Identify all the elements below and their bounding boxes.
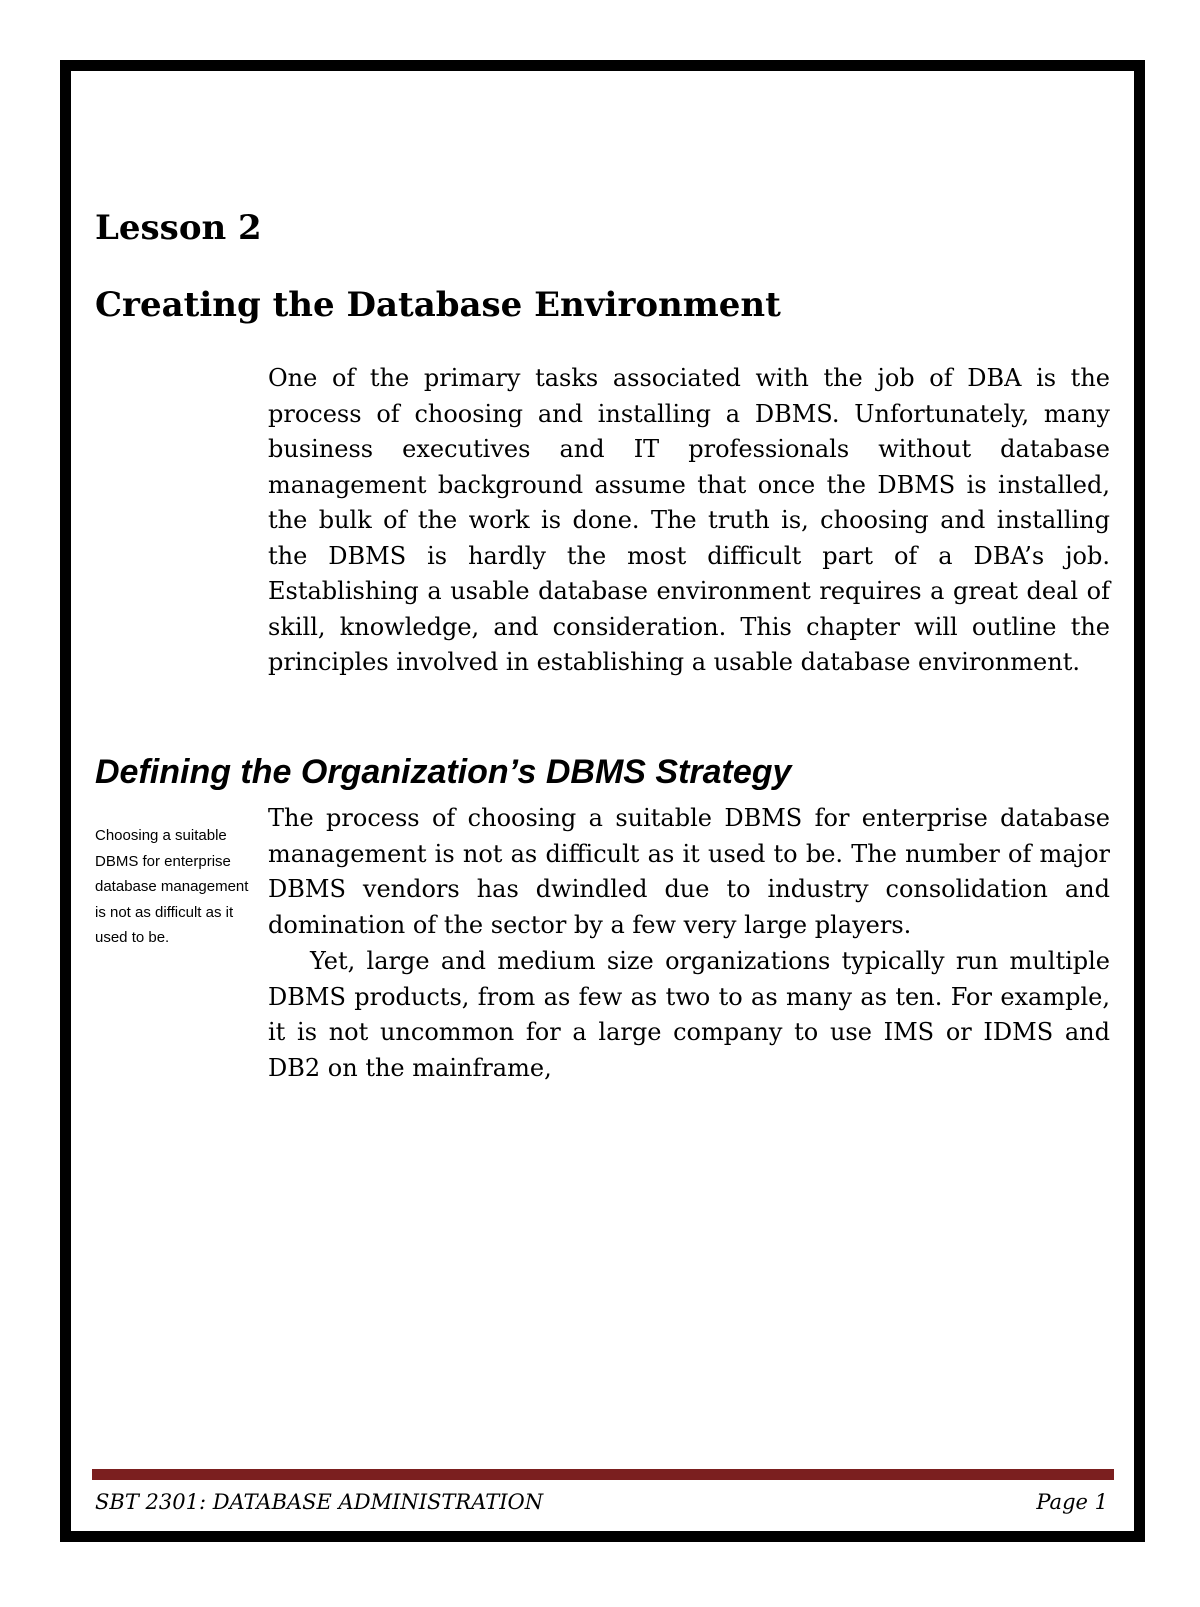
intro-paragraph: One of the primary tasks associated with the job of DBA is the process of choosing and installing a DBMS. Unfortunately, many business executives and IT professionals without database management background assume that once the DBMS is installed, the bulk of the work is done. The truth is, choosing and installing the DBMS is hardly the most difficult part of a DBA’s job. Establishing a usable database environment requires a great deal of skill, knowledge, and consideration. This chapter will outline the principles involved in establishing a usable database environment. bbox=[268, 364, 1110, 676]
section-paragraph: The process of choosing a suitable DBMS for enterprise database management is not as difficult as it used to be. The number of major DBMS vendors has dwindled due to industry consolidation and domination of the sector by a few very large players. bbox=[268, 804, 1110, 939]
section-body bbox=[268, 801, 1110, 1086]
footer-rule bbox=[92, 1469, 1114, 1480]
chapter-title: Creating the Database Environment bbox=[95, 285, 781, 325]
section-heading: Defining the Organization’s DBMS Strategy bbox=[95, 753, 792, 791]
footer-page-number: Page 1 bbox=[1036, 1490, 1108, 1514]
margin-note: Choosing a suitable DBMS for enterprise database management is not as difficult as it used to be. bbox=[95, 827, 249, 946]
footer-course-title: SBT 2301: DATABASE ADMINISTRATION bbox=[95, 1490, 544, 1514]
lesson-title: Lesson 2 bbox=[95, 208, 262, 248]
section-paragraph: Yet, large and medium size organizations typically run multiple DBMS products, from as few as two to as many as ten. For example, it is not uncommon for a large company to use IMS or IDMS and DB2 on the mainframe, bbox=[268, 947, 1110, 1082]
